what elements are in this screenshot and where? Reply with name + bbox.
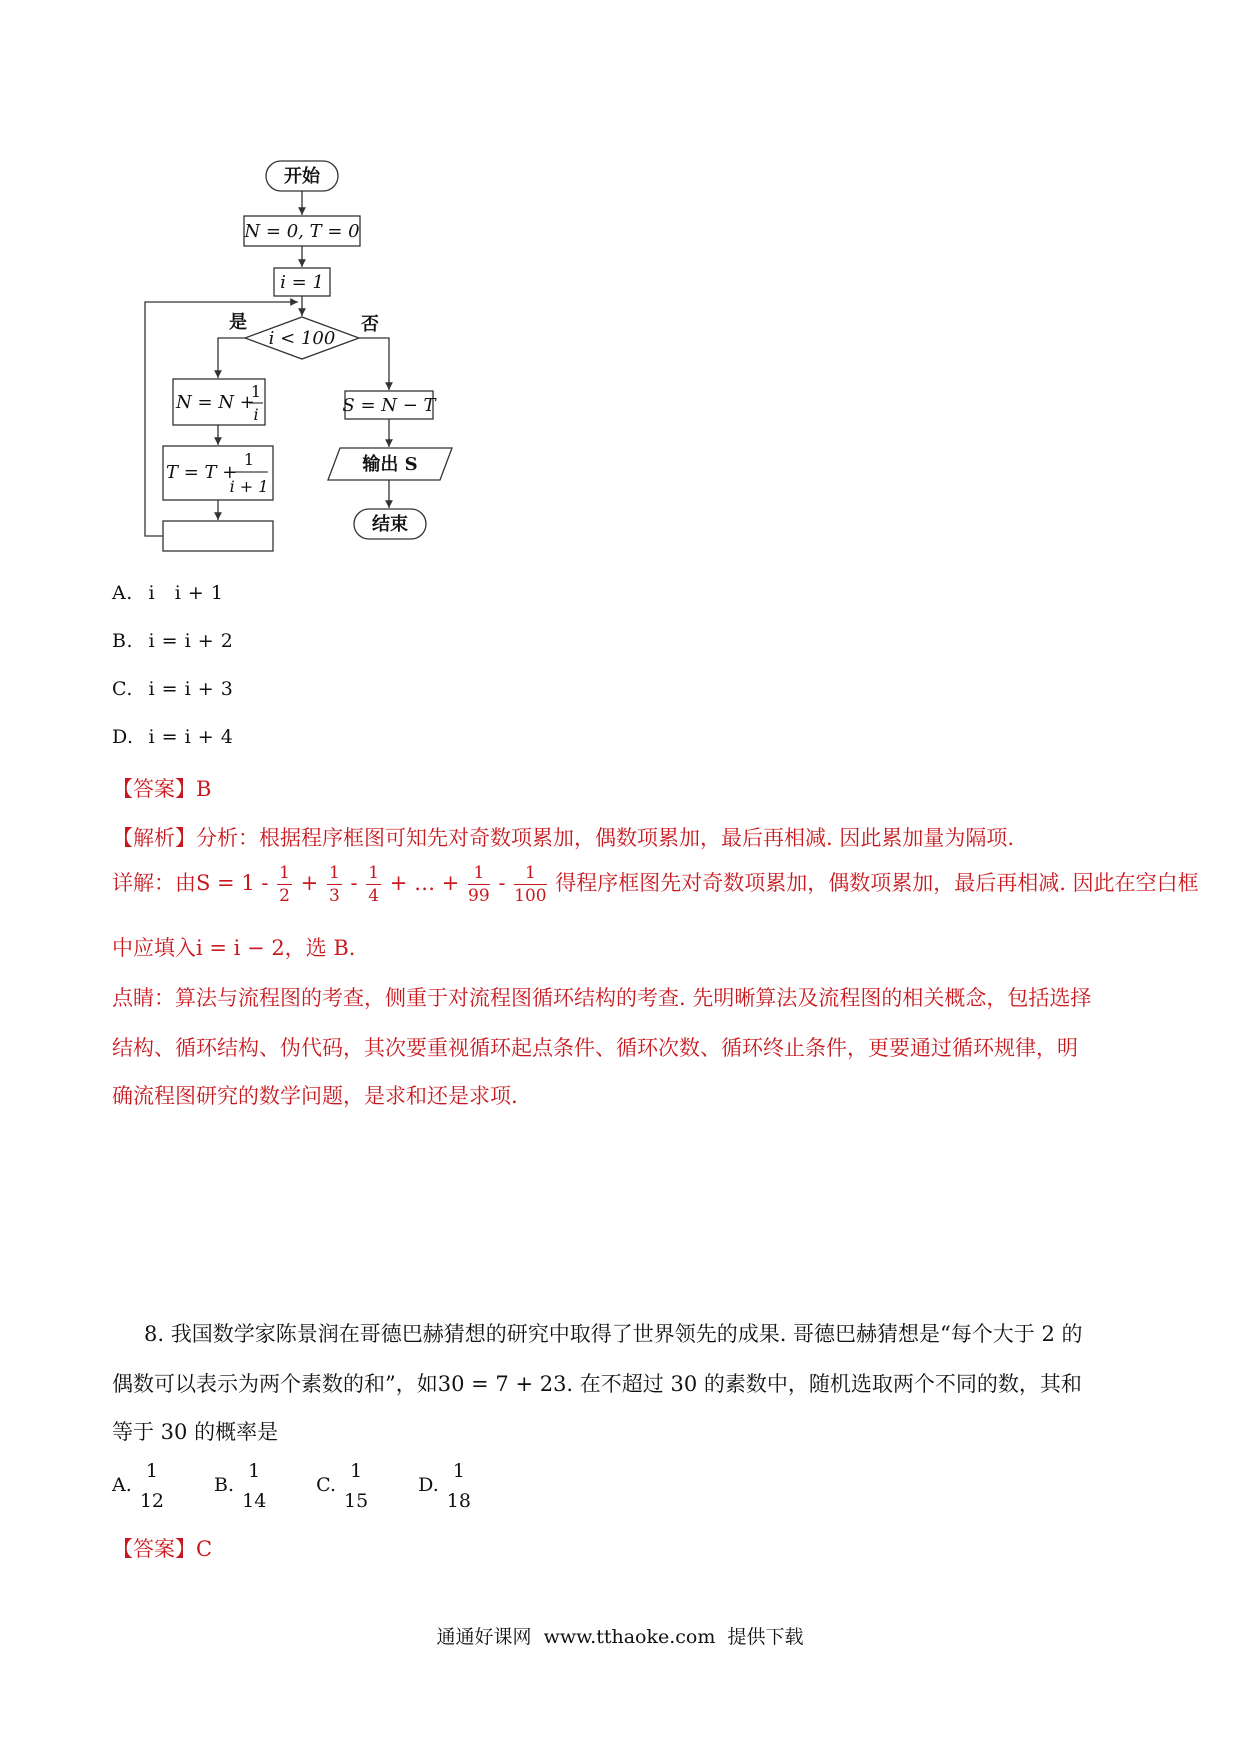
end-label: 结束 — [372, 514, 408, 535]
q8-option-c-num: 1 — [350, 1460, 363, 1482]
detail-frac-1-den: 2 — [279, 886, 290, 906]
q8-option-d-label: D. — [418, 1474, 439, 1496]
q8-option-b-label: B. — [214, 1474, 235, 1496]
q8-line3: 等于 30 的概率是 — [112, 1420, 279, 1444]
q8-option-a-num: 1 — [145, 1460, 158, 1482]
q8-option-d-num: 1 — [452, 1460, 465, 1482]
q7-analysis: 【解析】分析：根据程序框图可知先对奇数项累加，偶数项累加，最后再相减. 因此累加量为隔项. — [112, 826, 1015, 850]
q8-option-a-den: 12 — [139, 1490, 164, 1512]
yes-label: 是 — [229, 312, 247, 333]
q8-option-b-den: 14 — [242, 1490, 267, 1512]
q7-detail-op3: + … + — [389, 871, 460, 895]
n-update-num: 1 — [250, 382, 262, 401]
q7-option-b — [112, 630, 233, 652]
q7-option-a-text: i i + 1 — [148, 582, 224, 604]
q8-option-b-num: 1 — [248, 1460, 261, 1482]
q8-option-b — [214, 1456, 310, 1516]
detail-frac-3 — [366, 862, 381, 907]
start-label: 开始 — [284, 166, 320, 187]
q8-option-d-frac — [447, 1456, 471, 1516]
detail-frac-2 — [327, 862, 342, 907]
q8-line1: 8. 我国数学家陈景润在哥德巴赫猜想的研究中取得了世界领先的成果. 哥德巴赫猜想是“每个大于 2 的 — [144, 1322, 1083, 1346]
t-update-num: 1 — [243, 450, 255, 469]
q8-option-a-label: A. — [112, 1474, 132, 1496]
q7-option-c-text: i = i + 3 — [148, 678, 234, 700]
i-init-label: i = 1 — [280, 272, 324, 293]
detail-frac-5 — [514, 862, 546, 907]
q8-line2: 偶数可以表示为两个素数的和”，如30 = 7 + 23. 在不超过 30 的素数中，随机选取两个不同的数，其和 — [112, 1372, 1082, 1396]
n-update-den: i — [253, 405, 259, 424]
no-label: 否 — [361, 314, 379, 335]
q7-option-d-label: D. — [112, 726, 134, 748]
detail-frac-3-num: 1 — [368, 863, 380, 883]
q7-detail-line2: 中应填入i = i − 2，选 B. — [112, 936, 356, 960]
blank-box — [163, 521, 273, 551]
q7-detail-op2: - — [350, 871, 358, 895]
init-label: N = 0, T = 0 — [244, 221, 360, 242]
q7-option-d-text: i = i + 4 — [148, 726, 234, 748]
flowchart-svg — [0, 0, 480, 560]
q7-option-a-label: A. — [112, 582, 133, 604]
detail-frac-4 — [468, 862, 490, 907]
q8-option-a-frac — [140, 1456, 164, 1516]
s-calc-label: S = N − T — [342, 395, 436, 416]
q8-answer: 【答案】C — [112, 1537, 213, 1561]
q7-option-d — [112, 726, 233, 748]
footer: 通通好课网 www.tthaoke.com 提供下载 — [436, 1626, 804, 1648]
output-label: 输出 S — [362, 454, 418, 475]
q8-option-c — [316, 1456, 412, 1516]
q7-detail-op1: + — [300, 871, 319, 895]
t-update-lhs: T = T + — [166, 462, 238, 483]
q7-option-b-label: B. — [112, 630, 134, 652]
q7-detail-prefix: 详解：由S = 1 - — [112, 871, 269, 895]
q7-detail-op4: - — [498, 871, 506, 895]
q7-option-c — [112, 678, 233, 700]
detail-frac-3-den: 4 — [368, 886, 380, 906]
q8-option-a — [112, 1456, 208, 1516]
flowchart — [0, 0, 480, 560]
detail-frac-2-den: 3 — [328, 886, 340, 906]
detail-frac-5-num: 1 — [514, 862, 546, 885]
n-update-lhs: N = N + — [176, 392, 255, 413]
q8-options — [112, 1456, 514, 1516]
detail-frac-1 — [277, 862, 292, 907]
q8-option-c-frac — [344, 1456, 368, 1516]
q8-option-d-den: 18 — [446, 1490, 471, 1512]
detail-frac-5-den: 100 — [514, 886, 547, 906]
detail-frac-4-num: 1 — [468, 862, 490, 885]
detail-frac-4-den: 99 — [468, 886, 490, 906]
t-update-den: i + 1 — [229, 477, 269, 496]
q7-option-c-label: C. — [112, 678, 133, 700]
q7-comment-line2: 结构、循环结构、伪代码，其次要重视循环起点条件、循环次数、循环终止条件，更要通过循环规律，明 — [112, 1036, 1078, 1060]
q7-answer: 【答案】B — [112, 777, 212, 801]
q7-detail-line1 — [112, 862, 1199, 907]
q7-detail-suffix: 得程序框图先对奇数项累加，偶数项累加，最后再相减. 因此在空白框 — [555, 871, 1199, 895]
detail-frac-1-num: 1 — [279, 863, 290, 883]
q8-option-d — [418, 1456, 514, 1516]
q8-option-b-frac — [242, 1456, 266, 1516]
q7-comment-line1: 点睛：算法与流程图的考查，侧重于对流程图循环结构的考查. 先明晰算法及流程图的相关概念，包括选择 — [112, 986, 1092, 1010]
q7-option-a — [112, 582, 223, 604]
condition-label: i < 100 — [268, 328, 336, 349]
q8-option-c-den: 15 — [344, 1490, 369, 1512]
q7-option-b-text: i = i + 2 — [148, 630, 234, 652]
q8-option-c-label: C. — [316, 1474, 336, 1496]
detail-frac-2-num: 1 — [328, 863, 340, 883]
q7-comment-line3: 确流程图研究的数学问题，是求和还是求项. — [112, 1084, 518, 1108]
